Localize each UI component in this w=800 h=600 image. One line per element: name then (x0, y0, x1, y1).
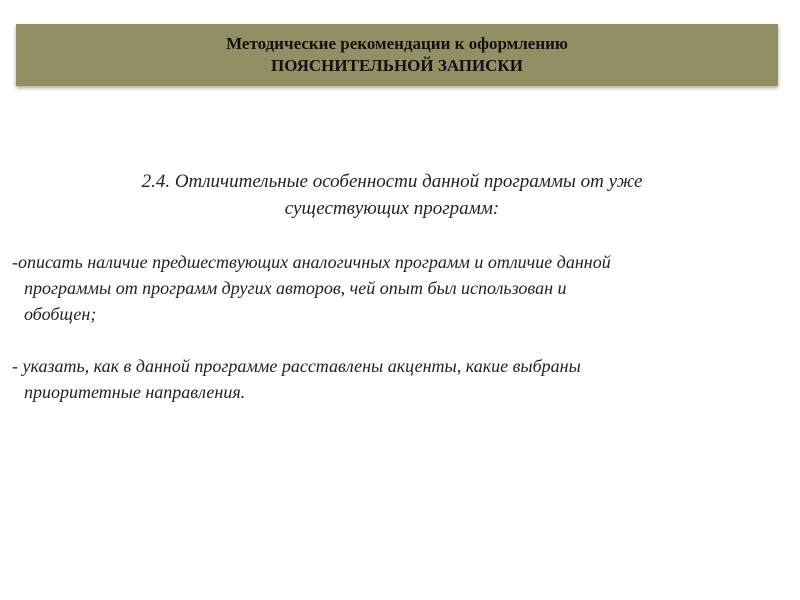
section-heading-line-1: 2.4. Отличительные особенности данной программы от уже (141, 171, 643, 192)
list-item-line: обобщен; (24, 304, 97, 324)
list-item-accents (12, 353, 772, 405)
slide-body (12, 168, 772, 431)
list-item-line: -описать наличие предшествующих аналогичных программ и отличие данной (12, 252, 611, 272)
title-banner (16, 24, 778, 86)
section-heading-line-2: существующих программ: (284, 198, 500, 219)
title-line-1: Методические рекомендации к оформлению (226, 34, 568, 53)
list-item-line: приоритетные направления. (24, 382, 246, 402)
list-item-describe-analogues (12, 249, 772, 327)
section-heading (12, 168, 772, 222)
list-item-line: - указать, как в данной программе расставлены акценты, какие выбраны (12, 356, 581, 376)
list-item-line: программы от программ других авторов, чей опыт был использован и (24, 278, 567, 298)
title-line-2: ПОЯСНИТЕЛЬНОЙ ЗАПИСКИ (271, 56, 523, 75)
